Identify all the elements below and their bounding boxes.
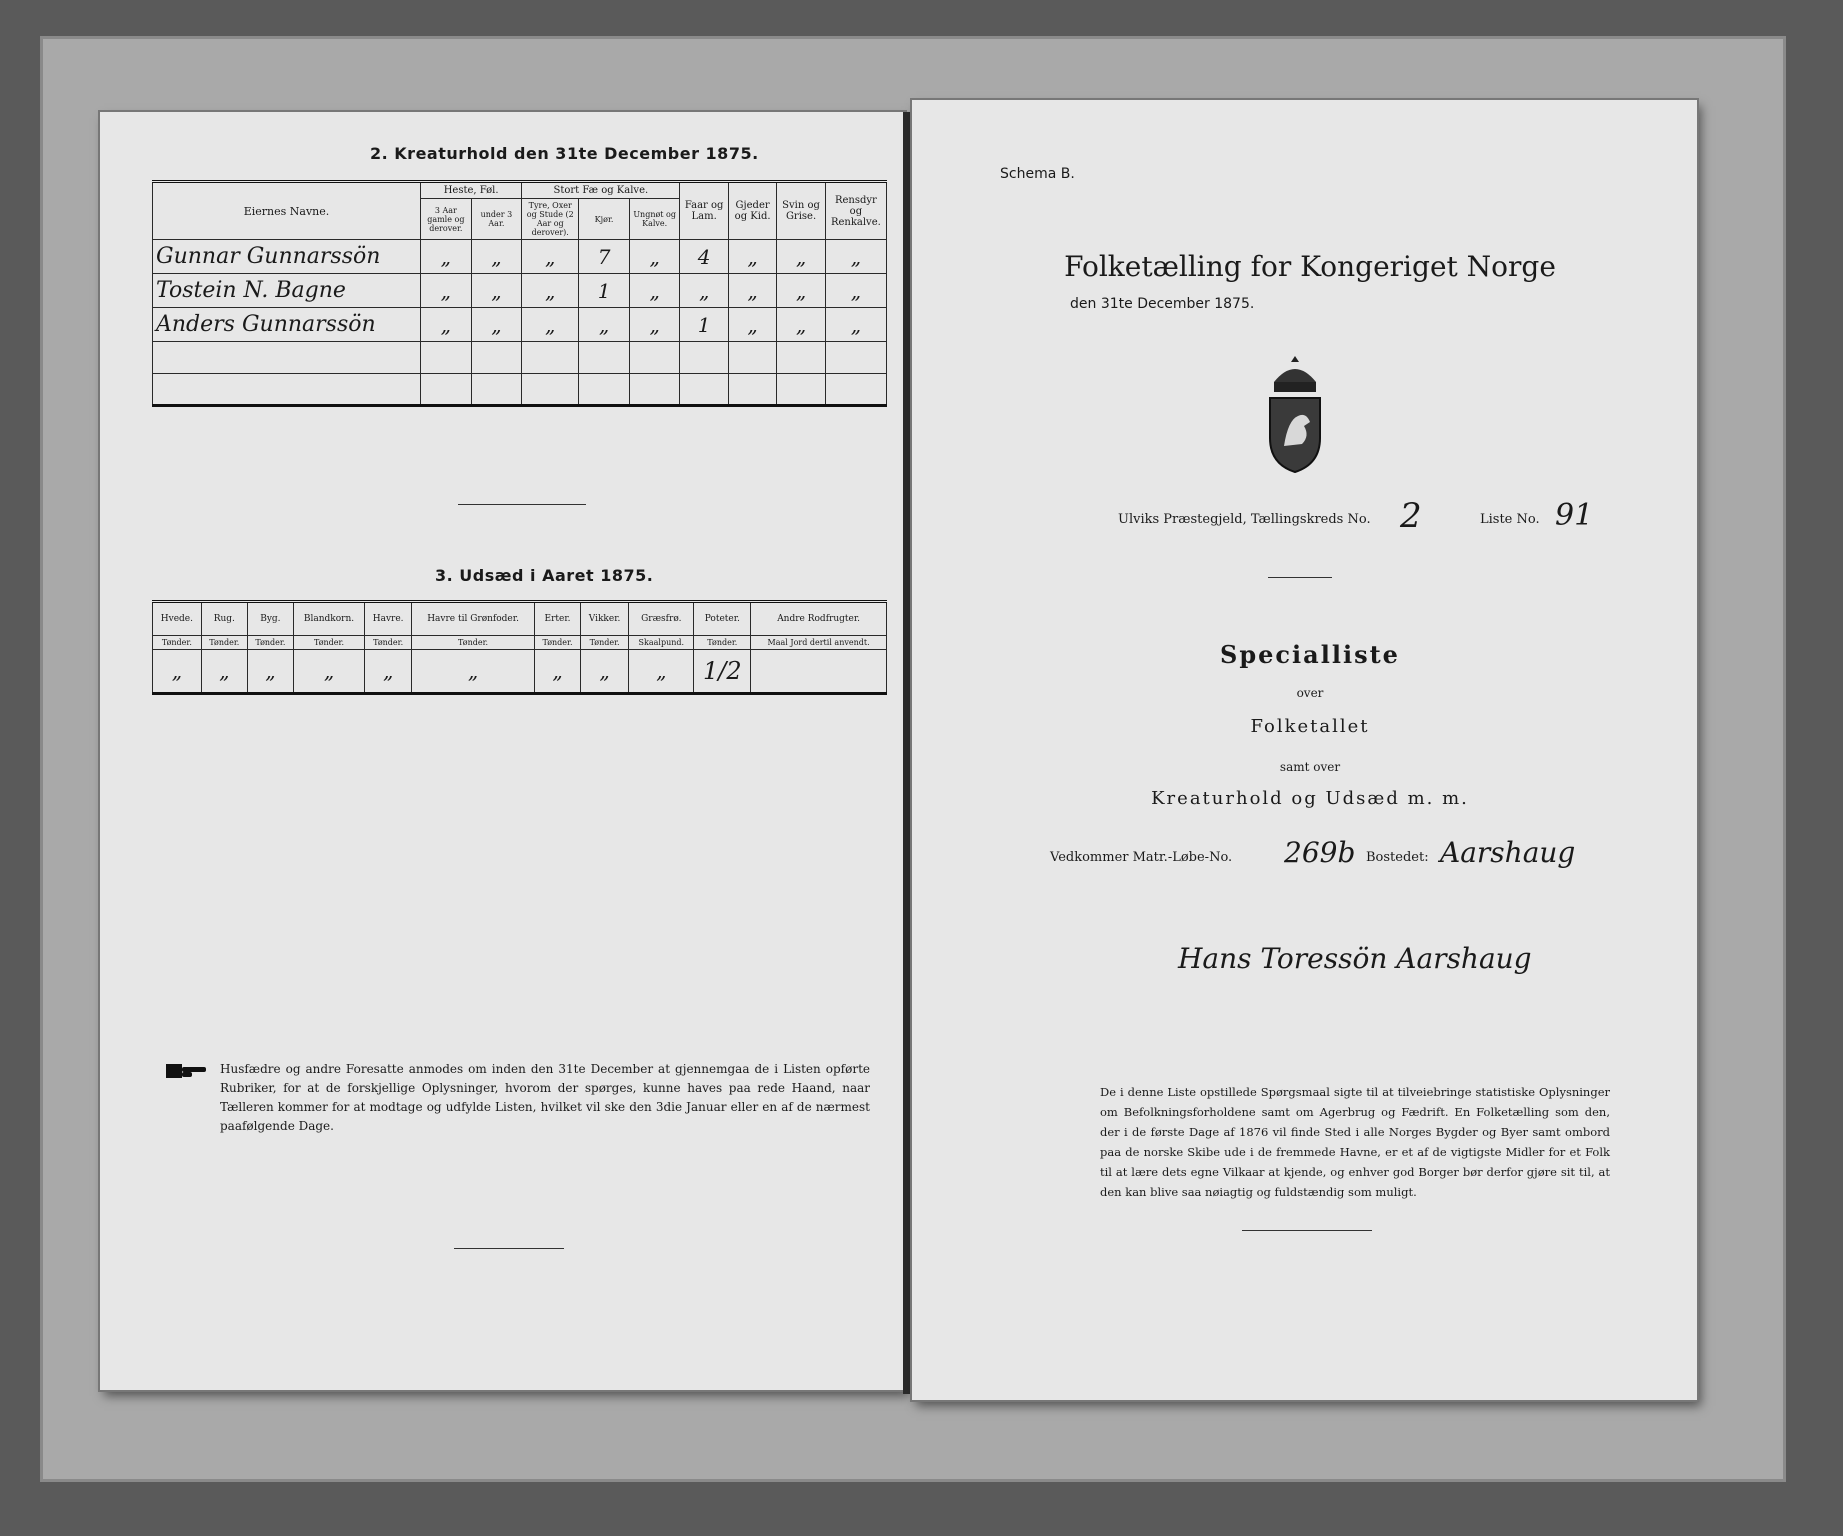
- pointing-hand-icon: [166, 1062, 208, 1080]
- seed-unit: Tønder.: [365, 636, 412, 650]
- seed-value: „: [581, 650, 629, 694]
- seed-unit: Maal Jord dertil anvendt.: [751, 636, 887, 650]
- empty-cell: [825, 374, 886, 406]
- schema-label: Schema B.: [1000, 166, 1075, 182]
- norway-coat-of-arms-icon: [1262, 352, 1328, 474]
- signature: Hans Toressön Aarshaug: [1178, 942, 1532, 975]
- liste-number: 91: [1555, 498, 1594, 533]
- empty-cell: [777, 374, 825, 406]
- empty-cell: [421, 342, 472, 374]
- section2-title: 2. Kreaturhold den 31te December 1875.: [370, 144, 759, 163]
- seed-unit: Tønder.: [247, 636, 293, 650]
- cell: „: [522, 240, 579, 274]
- cell: „: [629, 308, 680, 342]
- col-heste: Heste, Føl.: [421, 182, 522, 199]
- seed-value: „: [247, 650, 293, 694]
- section3-title: 3. Udsæd i Aaret 1875.: [435, 566, 654, 585]
- empty-cell: [471, 342, 522, 374]
- cell: „: [825, 240, 886, 274]
- cell: „: [629, 240, 680, 274]
- seed-header: Vikker.: [581, 602, 629, 636]
- seed-value: „: [365, 650, 412, 694]
- empty-cell: [728, 342, 776, 374]
- col-rensdyr: Rensdyr og Renkalve.: [825, 182, 886, 240]
- cell: „: [522, 308, 579, 342]
- col-svin: Svin og Grise.: [777, 182, 825, 240]
- empty-cell: [522, 342, 579, 374]
- cell: 4: [680, 240, 728, 274]
- seed-header: Andre Rodfrugter.: [751, 602, 887, 636]
- col-gjeder: Gjeder og Kid.: [728, 182, 776, 240]
- col-heste-a: 3 Aar gamle og derover.: [421, 199, 472, 240]
- bosted-value: Aarshaug: [1440, 836, 1576, 869]
- col-heste-b: under 3 Aar.: [471, 199, 522, 240]
- seed-unit: Skaalpund.: [629, 636, 694, 650]
- seed-unit: Tønder.: [534, 636, 580, 650]
- empty-cell: [153, 342, 421, 374]
- folketallet-text: Folketallet: [1250, 716, 1370, 737]
- empty-cell: [680, 374, 728, 406]
- seed-value: „: [629, 650, 694, 694]
- cell: „: [728, 308, 776, 342]
- divider: [458, 504, 586, 505]
- col-faar: Faar og Lam.: [680, 182, 728, 240]
- seed-header: Erter.: [534, 602, 580, 636]
- cell: „: [421, 240, 472, 274]
- seed-header: Blandkorn.: [293, 602, 364, 636]
- cell: „: [579, 308, 630, 342]
- cell: „: [728, 240, 776, 274]
- parish-label: Ulviks Præstegjeld, Tællingskreds No.: [1118, 512, 1371, 527]
- col-stort-a: Tyre, Oxer og Stude (2 Aar og derover).: [522, 199, 579, 240]
- empty-cell: [728, 374, 776, 406]
- cell: „: [825, 308, 886, 342]
- seed-unit: Tønder.: [581, 636, 629, 650]
- divider: [1268, 577, 1332, 578]
- divider: [454, 1248, 564, 1249]
- cell: „: [421, 308, 472, 342]
- right-page: [912, 100, 1697, 1400]
- cell: 1: [680, 308, 728, 342]
- kreds-number: 2: [1400, 496, 1422, 536]
- empty-cell: [825, 342, 886, 374]
- seed-header: Græsfrø.: [629, 602, 694, 636]
- samt-over-text: samt over: [1279, 760, 1341, 774]
- livestock-table: [152, 180, 887, 407]
- census-title: Folketælling for Kongeriget Norge: [1064, 250, 1556, 283]
- seed-unit: Tønder.: [153, 636, 202, 650]
- kreaturhold-text: Kreaturhold og Udsæd m. m.: [1151, 788, 1469, 809]
- cell: „: [421, 274, 472, 308]
- seed-unit: Tønder.: [412, 636, 535, 650]
- empty-cell: [777, 342, 825, 374]
- seed-value: „: [153, 650, 202, 694]
- col-stort: Stort Fæ og Kalve.: [522, 182, 680, 199]
- cell: „: [825, 274, 886, 308]
- empty-cell: [153, 374, 421, 406]
- owner-name: Gunnar Gunnarssön: [153, 240, 421, 274]
- seed-value: 1/2: [694, 650, 751, 694]
- owner-name: Tostein N. Bagne: [153, 274, 421, 308]
- divider: [1242, 1230, 1372, 1231]
- census-note: De i denne Liste opstillede Spørgsmaal sigte til at tilveiebringe statistiske Oplysninger om Befolkningsforholdene samt om Agerbrug og Fædrift. En Folketælling som den, der i de første Dage af 1876 vil finde Sted i alle Norges Bygder og Byer samt ombord paa de norske Skibe ude i de fremmede Havne, er et af de vigtigste Midler for et Folk til at lære dets egne Vilkaar at kjende, og enhver god Borger bør derfor gjøre sit til, at den kan blive saa nøiagtig og fuldstændig som muligt.: [1100, 1085, 1610, 1199]
- household-note: Husfædre og andre Foresatte anmodes om inden den 31te December at gjennemgaa de i Listen opførte Rubriker, for at de forskjellige Oplysninger, hvorom der spørges, kunne haves paa rede Haand, naar Tælleren kommer for at modtage og udfylde Listen, hvilket vil ske den 3die Januar eller en af de nærmest paafølgende Dage.: [220, 1062, 870, 1133]
- cell: „: [471, 274, 522, 308]
- empty-cell: [680, 342, 728, 374]
- cell: 7: [579, 240, 630, 274]
- seed-table: [152, 600, 887, 695]
- liste-label: Liste No.: [1480, 512, 1540, 527]
- seed-value: [751, 650, 887, 694]
- seed-header: Poteter.: [694, 602, 751, 636]
- col-stort-b: Kjør.: [579, 199, 630, 240]
- over-text: over: [1296, 686, 1324, 700]
- seed-value: „: [534, 650, 580, 694]
- cell: „: [680, 274, 728, 308]
- seed-unit: Tønder.: [694, 636, 751, 650]
- empty-cell: [579, 342, 630, 374]
- seed-header: Rug.: [201, 602, 247, 636]
- empty-cell: [579, 374, 630, 406]
- cell: „: [777, 240, 825, 274]
- census-date: den 31te December 1875.: [1070, 296, 1255, 312]
- cell: „: [471, 240, 522, 274]
- cell: „: [522, 274, 579, 308]
- empty-cell: [471, 374, 522, 406]
- matr-number: 269b: [1284, 836, 1356, 869]
- seed-header: Havre til Grønfoder.: [412, 602, 535, 636]
- cell: 1: [579, 274, 630, 308]
- seed-value: „: [293, 650, 364, 694]
- empty-cell: [629, 342, 680, 374]
- empty-cell: [522, 374, 579, 406]
- cell: „: [777, 308, 825, 342]
- cell: „: [777, 274, 825, 308]
- cell: „: [629, 274, 680, 308]
- matr-label: Vedkommer Matr.-Løbe-No.: [1050, 850, 1233, 865]
- seed-value: „: [201, 650, 247, 694]
- specialliste-heading: Specialliste: [1220, 640, 1400, 669]
- bosted-label: Bostedet:: [1366, 850, 1429, 865]
- seed-header: Hvede.: [153, 602, 202, 636]
- seed-unit: Tønder.: [201, 636, 247, 650]
- empty-cell: [421, 374, 472, 406]
- seed-header: Byg.: [247, 602, 293, 636]
- col-stort-c: Ungnøt og Kalve.: [629, 199, 680, 240]
- empty-cell: [629, 374, 680, 406]
- owner-name: Anders Gunnarssön: [153, 308, 421, 342]
- seed-unit: Tønder.: [293, 636, 364, 650]
- cell: „: [728, 274, 776, 308]
- seed-header: Havre.: [365, 602, 412, 636]
- cell: „: [471, 308, 522, 342]
- seed-value: „: [412, 650, 535, 694]
- col-owner: Eiernes Navne.: [153, 182, 421, 240]
